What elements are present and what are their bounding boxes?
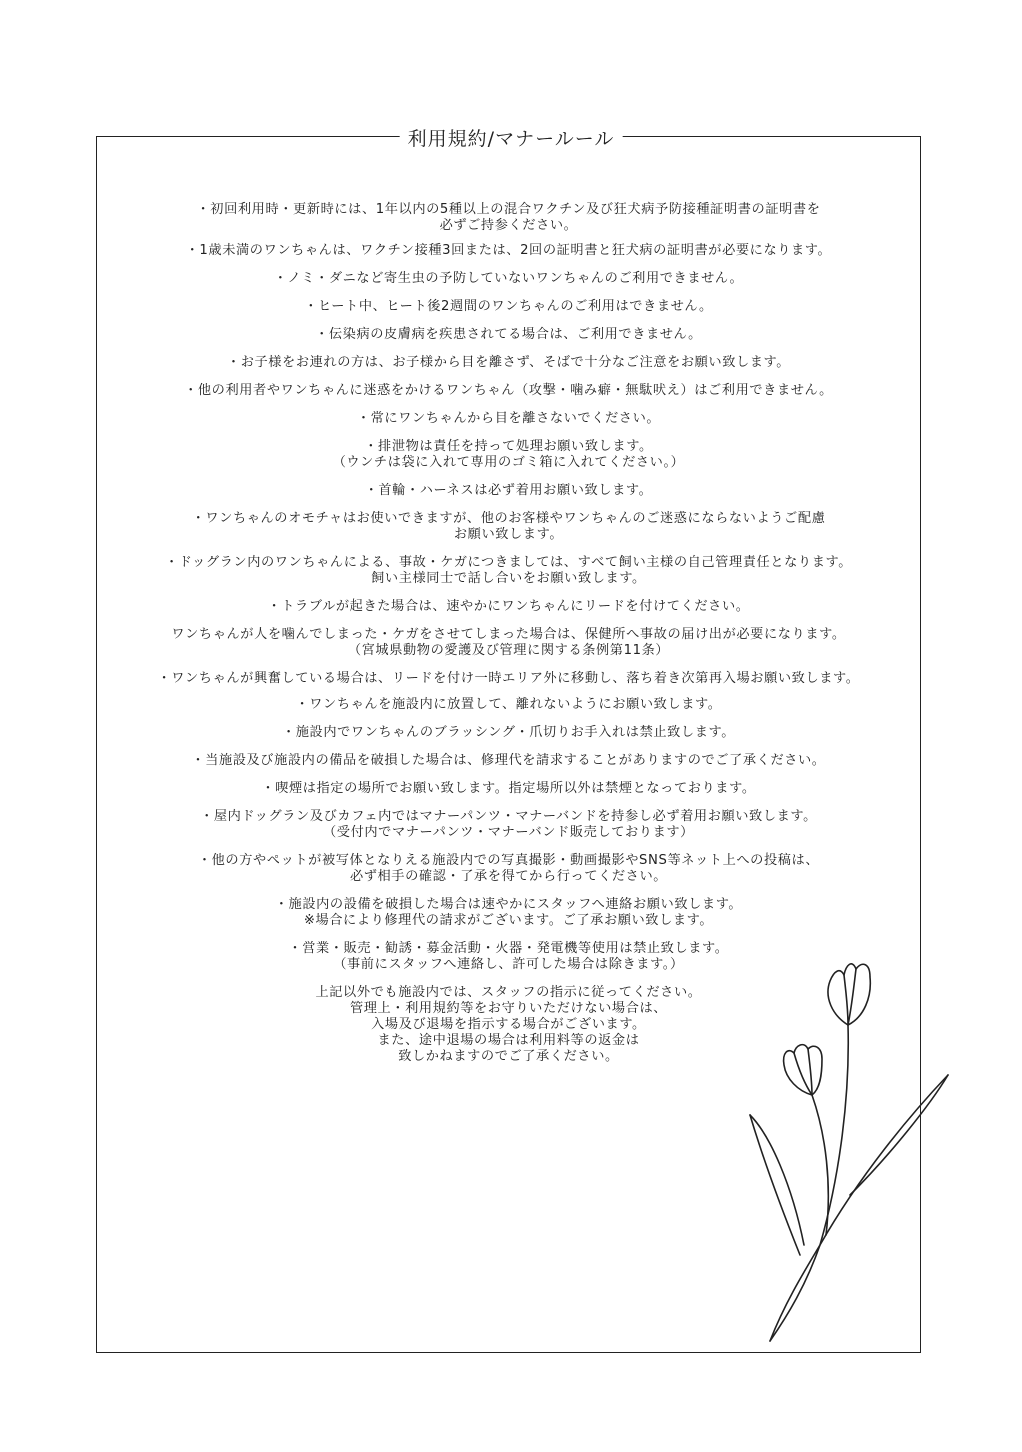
rule-line: ・営業・販売・勧誘・募金活動・火器・発電機等使用は禁止致します。 — [288, 941, 729, 956]
tulip-line-drawing-icon — [740, 955, 960, 1345]
rule-line: 必ずご持参ください。 — [439, 218, 578, 233]
rule-line: ・ワンちゃんを施設内に放置して、離れないようにお願い致します。 — [295, 697, 722, 712]
rules-list — [96, 202, 921, 1065]
rule-line: ・施設内の設備を破損した場合は速やかにスタッフへ連絡お願い致します。 — [274, 897, 743, 912]
rule-line: ・屋内ドッグラン及びカフェ内ではマナーパンツ・マナーバンドを持参し必ず着用お願い致します。 — [200, 809, 817, 824]
rule-item — [96, 439, 921, 471]
rule-line: （ウンチは袋に入れて専用のゴミ箱に入れてください。） — [332, 455, 685, 470]
rule-item — [96, 483, 921, 499]
rule-line: ・ワンちゃんのオモチャはお使いできますが、他のお客様やワンちゃんのご迷惑にならないようご配慮 — [191, 511, 826, 526]
rule-item — [96, 202, 921, 234]
rule-line: 管理上・利用規約等をお守りいただけない場合は、 — [349, 1001, 668, 1016]
rule-line: ・1歳未満のワンちゃんは、ワクチン接種3回または、2回の証明書と狂犬病の証明書が必要になります。 — [185, 243, 832, 258]
rule-line: ワンちゃんが人を噛んでしまった・ケガをさせてしまった場合は、保健所へ事故の届け出が必要になります。 — [171, 627, 846, 642]
rule-item — [96, 725, 921, 741]
rule-line: ・トラブルが起きた場合は、速やかにワンちゃんにリードを付けてください。 — [267, 599, 750, 614]
rule-item — [96, 671, 921, 687]
rule-item — [96, 897, 921, 929]
rule-line: （宮城県動物の愛護及び管理に関する条例第11条） — [347, 643, 670, 658]
rule-line: ・施設内でワンちゃんのブラッシング・爪切りお手入れは禁止致します。 — [281, 725, 736, 740]
rule-line: ・ドッグラン内のワンちゃんによる、事故・ケガにつきましては、すべて飼い主様の自己管理責任となります。 — [165, 555, 852, 570]
rule-line: 致しかねますのでご了承ください。 — [398, 1049, 619, 1064]
rule-item — [96, 411, 921, 427]
rule-line: ・喫煙は指定の場所でお願い致します。指定場所以外は禁煙となっております。 — [261, 781, 756, 796]
rule-line: ・他の利用者やワンちゃんに迷惑をかけるワンちゃん（攻撃・噛み癖・無駄吠え）はご利用できません。 — [184, 383, 833, 398]
rule-item — [96, 627, 921, 659]
rule-line: ・ノミ・ダニなど寄生虫の予防していないワンちゃんのご利用できません。 — [273, 271, 744, 286]
rule-line: 必ず相手の確認・了承を得てから行ってください。 — [349, 869, 668, 884]
rule-item — [96, 853, 921, 885]
rule-item — [96, 355, 921, 371]
rule-item — [96, 599, 921, 615]
rule-item — [96, 511, 921, 543]
rule-item — [96, 243, 921, 259]
rule-line: （受付内でマナーパンツ・マナーバンド販売しております） — [323, 825, 694, 840]
rule-item — [96, 299, 921, 315]
rule-item — [96, 781, 921, 797]
rule-line: 飼い主様同士で話し合いをお願い致します。 — [371, 571, 646, 586]
rule-item — [96, 383, 921, 399]
rule-line: ・首輪・ハーネスは必ず着用お願い致します。 — [364, 483, 653, 498]
rule-line: （事前にスタッフへ連絡し、許可した場合は除きます。） — [333, 957, 684, 972]
rule-line: ・ワンちゃんが興奮している場合は、リードを付け一時エリア外に移動し、落ち着き次第再入場お願い致します。 — [157, 671, 860, 686]
document-title: 利用規約/マナールール — [400, 126, 623, 152]
rule-item — [96, 753, 921, 769]
rule-line: 入場及び退場を指示する場合がございます。 — [371, 1017, 646, 1032]
rule-line: 上記以外でも施設内では、スタッフの指示に従ってください。 — [315, 985, 702, 1000]
rule-item — [96, 327, 921, 343]
rule-line: ・初回利用時・更新時には、1年以内の5種以上の混合ワクチン及び狂犬病予防接種証明書の証明書を — [196, 202, 821, 217]
rule-item — [96, 697, 921, 713]
rule-item — [96, 809, 921, 841]
rule-line: また、途中退場の場合は利用料等の返金は — [377, 1033, 640, 1048]
rule-line: ・他の方やペットが被写体となりえる施設内での写真撮影・動画撮影やSNS等ネット上への投稿は、 — [197, 853, 820, 868]
rule-line: お願い致します。 — [453, 527, 564, 542]
rule-line: ・当施設及び施設内の備品を破損した場合は、修理代を請求することがありますのでご了承ください。 — [191, 753, 826, 768]
rule-line: ・常にワンちゃんから目を離さないでください。 — [356, 411, 661, 426]
rule-line: ・ヒート中、ヒート後2週間のワンちゃんのご利用はできません。 — [304, 299, 713, 314]
rule-line: ・お子様をお連れの方は、お子様から目を離さず、そばで十分なご注意をお願い致します。 — [226, 355, 791, 370]
rule-line: ・排泄物は責任を持って処理お願い致します。 — [364, 439, 653, 454]
rule-item — [96, 555, 921, 587]
rule-line: ・伝染病の皮膚病を疾患されてる場合は、ご利用できません。 — [315, 327, 702, 342]
rule-line: ※場合により修理代の請求がございます。ご了承お願い致します。 — [303, 913, 714, 928]
rule-item — [96, 271, 921, 287]
